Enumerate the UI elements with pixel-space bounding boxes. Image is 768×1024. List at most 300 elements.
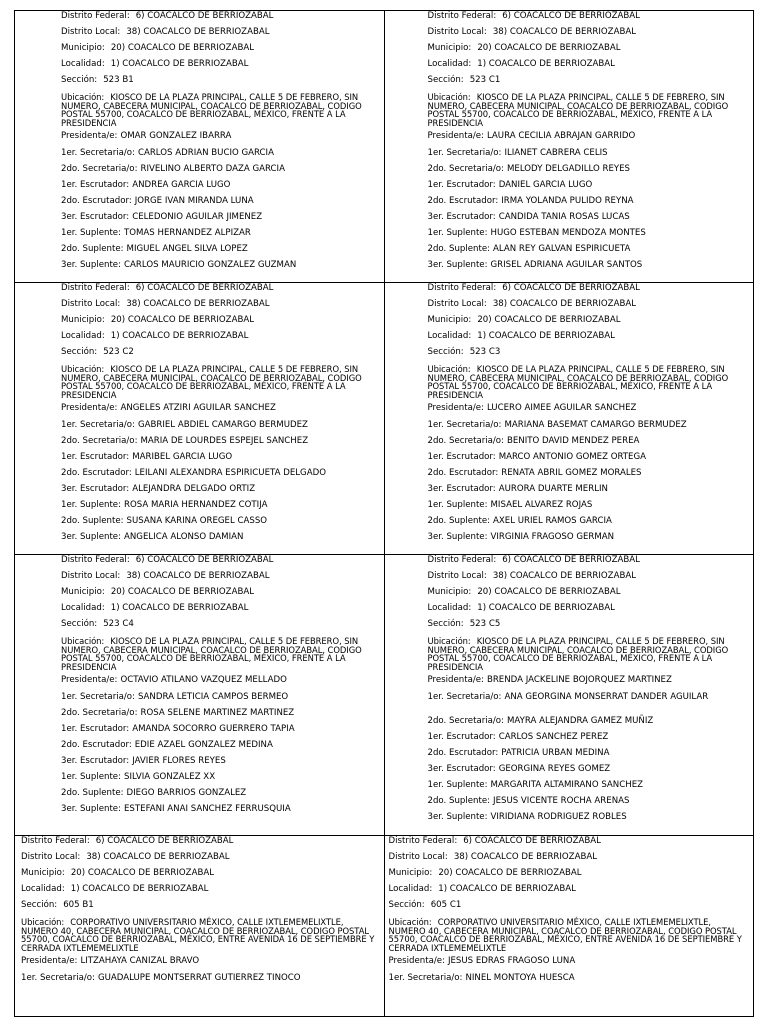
casilla-card [15, 283, 384, 554]
field-value: 38) COACALCO DE BERRIOZABAL [492, 571, 637, 582]
field-value: CORPORATIVO UNIVERSITARIO MÉXICO, CALLE IXTLEMEMELIXTLE, NUMERO 40, CABECERA MUNICIPAL, COACALCO DE BERRIOZABAL, CODIGO POSTAL 55700, COACALCO DE BERRIOZABAL, MÉXICO, ENTRE AVENIDA 16 DE SEPTIEMBRE Y CERRADA IXTLEMEMELIXTLE [388, 917, 742, 953]
field-value: JESUS EDRAS FRAGOSO LUNA [447, 956, 576, 967]
field-label: Presidenta/e: [61, 131, 118, 142]
field-label: Sección: [61, 75, 98, 86]
field-localidad [428, 331, 750, 347]
field-value: MARGARITA ALTAMIRANO SANCHEZ [490, 779, 644, 790]
field-localidad [61, 331, 380, 347]
field-value: GUADALUPE MONTSERRAT GUTIERREZ TINOCO [97, 972, 301, 983]
field-label: 1er. Escrutador: [61, 723, 130, 734]
field-value: 1) COACALCO DE BERRIOZABAL [477, 59, 615, 70]
field-value: 1) COACALCO DE BERRIOZABAL [110, 331, 249, 342]
field-value: SANDRA LETICIA CAMPOS BERMEO [137, 691, 289, 702]
field-value: 20) COACALCO DE BERRIOZABAL [110, 587, 255, 598]
field-secretario1 [61, 148, 380, 164]
field-ubicacion [428, 363, 750, 403]
field-value: 38) COACALCO DE BERRIOZABAL [126, 571, 270, 582]
field-secretario1 [21, 973, 380, 989]
field-label: 2do. Escrutador: [427, 195, 499, 206]
field-seccion [21, 900, 380, 916]
field-value: MAYRA ALEJANDRA GAMEZ MUÑIZ [506, 715, 654, 726]
field-value: GABRIEL ABDIEL CAMARGO BERMUDEZ [137, 419, 308, 430]
field-value: IRMA YOLANDA PULIDO REYNA [501, 195, 634, 206]
field-label: Municipio: [61, 315, 105, 326]
field-value: HUGO ESTEBAN MENDOZA MONTES [490, 228, 646, 239]
field-value: MIGUEL ANGEL SILVA LOPEZ [126, 244, 248, 255]
field-value: MARIBEL GARCIA LUGO [132, 451, 233, 462]
field-label: 1er. Suplente: [427, 500, 488, 511]
field-value: 523 B1 [103, 75, 134, 86]
field-value: LEILANI ALEXANDRA ESPIRICUETA DELGADO [134, 467, 326, 478]
field-label: 3er. Suplente: [61, 260, 121, 271]
field-value: 6) COACALCO DE BERRIOZABAL [463, 836, 601, 846]
field-value: 1) COACALCO DE BERRIOZABAL [477, 331, 615, 342]
field-municipio [428, 43, 750, 59]
field-value: 523 C3 [469, 347, 501, 358]
field-label: 1er. Suplente: [61, 228, 121, 239]
field-value: KIOSCO DE LA PLAZA PRINCIPAL, CALLE 5 DE FEBRERO, SIN NUMERO, CABECERA MUNICIPAL, COACALCO DE BERRIOZABAL, CODIGO POSTAL 55700, COACALCO DE BERRIOZABAL, MÉXICO, FRENTE A LA PRESIDENCIA [61, 92, 362, 128]
field-municipio [61, 43, 380, 59]
field-secretario1 [428, 420, 750, 436]
field-escrutador3 [61, 484, 380, 500]
field-label: Distrito Local: [61, 299, 121, 310]
field-suplente1 [428, 500, 750, 516]
field-label: 3er. Suplente: [427, 532, 488, 543]
field-seccion [389, 900, 750, 916]
field-label: 1er. Secretaria/o: [427, 691, 502, 702]
field-escrutador2 [61, 468, 380, 484]
field-value: 1) COACALCO DE BERRIOZABAL [477, 603, 615, 614]
field-secretario2 [61, 708, 380, 724]
field-value: LITZAHAYA CANIZAL BRAVO [80, 956, 200, 967]
field-value: 523 C5 [469, 619, 501, 630]
field-label: 2do. Secretaria/o: [427, 435, 504, 446]
field-label: Municipio: [427, 587, 472, 598]
field-value: PATRICIA URBAN MEDINA [501, 747, 610, 758]
card-row [14, 10, 754, 283]
field-distrito-federal [61, 283, 380, 299]
field-escrutador2 [61, 196, 380, 212]
field-label: 2do. Secretaria/o: [61, 707, 138, 718]
field-label: 3er. Escrutador: [61, 483, 130, 494]
field-suplente3 [428, 812, 750, 828]
field-secretario2 [61, 164, 380, 180]
field-value: ALEJANDRA DELGADO ORTIZ [132, 483, 256, 494]
field-value: JORGE IVAN MIRANDA LUNA [134, 195, 254, 206]
field-label: Distrito Local: [427, 27, 487, 38]
field-escrutador3 [428, 484, 750, 500]
field-label: Distrito Local: [61, 571, 121, 582]
field-value: BRENDA JACKELINE BOJORQUEZ MARTINEZ [486, 675, 672, 686]
field-value: 6) COACALCO DE BERRIOZABAL [135, 283, 274, 293]
field-value: ILIANET CABRERA CELIS [504, 147, 608, 158]
field-value: 20) COACALCO DE BERRIOZABAL [70, 868, 215, 879]
field-ubicacion [389, 916, 750, 956]
casilla-card [15, 836, 384, 1016]
field-value: TOMAS HERNANDEZ ALPIZAR [124, 228, 251, 239]
field-escrutador1 [428, 180, 750, 196]
field-suplente1 [428, 780, 750, 796]
field-seccion [428, 75, 750, 91]
field-label: Distrito Local: [21, 852, 81, 863]
field-suplente3 [61, 260, 380, 276]
field-label: Municipio: [427, 315, 472, 326]
field-municipio [21, 868, 380, 884]
field-label: Distrito Federal: [61, 555, 130, 565]
field-label: 1er. Escrutador: [427, 731, 496, 742]
field-value: GRISEL ADRIANA AGUILAR SANTOS [490, 260, 643, 271]
field-label: 1er. Escrutador: [61, 179, 130, 190]
field-value: 523 C4 [103, 619, 134, 630]
field-suplente2 [61, 788, 380, 804]
field-value: CELEDONIO AGUILAR JIMENEZ [132, 211, 263, 222]
field-value: AURORA DUARTE MERLIN [498, 483, 608, 494]
field-label: 1er. Secretaria/o: [61, 147, 135, 158]
field-ubicacion [21, 916, 380, 956]
card-row [14, 283, 754, 555]
field-label: Distrito Federal: [388, 836, 458, 846]
field-label: Presidenta/e: [427, 131, 484, 142]
casilla-card [384, 283, 754, 554]
field-seccion [61, 619, 380, 635]
casilla-card [15, 11, 384, 282]
field-suplente2 [428, 516, 750, 532]
field-value: 20) COACALCO DE BERRIOZABAL [110, 43, 255, 54]
field-value: ROSA SELENE MARTINEZ MARTINEZ [140, 707, 295, 718]
field-value: ANA GEORGINA MONSERRAT DANDER AGUILAR [504, 691, 709, 702]
casilla-card [384, 11, 754, 282]
field-label: 1er. Secretaria/o: [427, 419, 502, 430]
field-suplente2 [61, 516, 380, 532]
field-label: 3er. Suplente: [61, 804, 121, 815]
field-label: Localidad: [61, 331, 105, 342]
field-value: 523 C2 [103, 347, 134, 358]
field-label: 3er. Escrutador: [427, 211, 496, 222]
field-escrutador2 [428, 748, 750, 764]
field-secretario2 [428, 436, 750, 452]
field-label: 1er. Suplente: [61, 500, 121, 511]
field-value: 6) COACALCO DE BERRIOZABAL [135, 555, 274, 565]
field-value: DANIEL GARCIA LUGO [498, 179, 593, 190]
field-value: KIOSCO DE LA PLAZA PRINCIPAL, CALLE 5 DE FEBRERO, SIN NUMERO, CABECERA MUNICIPAL, COACALCO DE BERRIOZABAL, CODIGO POSTAL 55700, COACALCO DE BERRIOZABAL, MÉXICO, FRENTE A LA PRESIDENCIA [427, 364, 729, 400]
field-distrito-federal [21, 836, 380, 852]
field-suplente1 [428, 228, 750, 244]
field-label: 2do. Suplente: [61, 244, 124, 255]
field-label: Sección: [427, 619, 464, 630]
field-distrito-local [61, 27, 380, 43]
field-value: 38) COACALCO DE BERRIOZABAL [126, 27, 270, 38]
field-value: VIRIDIANA RODRIGUEZ ROBLES [490, 812, 627, 823]
field-ubicacion [428, 635, 750, 675]
field-label: 1er. Secretaria/o: [21, 972, 95, 983]
field-value: ANGELICA ALONSO DAMIAN [124, 532, 244, 543]
field-label: Distrito Federal: [61, 11, 130, 21]
field-secretario1 [61, 692, 380, 708]
field-localidad [21, 884, 380, 900]
field-municipio [389, 868, 750, 884]
field-label: 1er. Secretaria/o: [388, 972, 463, 983]
field-suplente1 [61, 772, 380, 788]
casilla-card [384, 836, 754, 1016]
field-label: Distrito Federal: [427, 555, 497, 565]
field-distrito-local [389, 852, 750, 868]
field-value: NINEL MONTOYA HUESCA [465, 972, 575, 983]
field-value: OMAR GONZALEZ IBARRA [120, 131, 232, 142]
field-label: 1er. Escrutador: [427, 179, 496, 190]
field-label: Localidad: [21, 884, 65, 895]
field-presidente [61, 403, 380, 419]
field-municipio [428, 315, 750, 331]
field-distrito-federal [428, 11, 750, 27]
field-suplente1 [61, 228, 380, 244]
field-suplente3 [428, 532, 750, 548]
field-escrutador3 [428, 212, 750, 228]
field-label: Localidad: [388, 884, 433, 895]
field-value: MARIANA BASEMAT CAMARGO BERMUDEZ [504, 419, 687, 430]
field-seccion [428, 619, 750, 635]
field-label: Sección: [61, 619, 98, 630]
field-value: 20) COACALCO DE BERRIOZABAL [438, 868, 582, 879]
field-localidad [61, 603, 380, 619]
field-label: 2do. Secretaria/o: [427, 715, 504, 726]
field-presidente [21, 956, 380, 972]
field-value: RIVELINO ALBERTO DAZA GARCIA [140, 163, 285, 174]
field-escrutador1 [61, 452, 380, 468]
field-value: EDIE AZAEL GONZALEZ MEDINA [134, 739, 273, 750]
field-value: SUSANA KARINA OREGEL CASSO [126, 516, 268, 527]
field-label: 3er. Escrutador: [61, 211, 130, 222]
field-label: 2do. Suplente: [427, 516, 491, 527]
field-secretario1 [428, 692, 750, 716]
field-value: AMANDA SOCORRO GUERRERO TAPIA [132, 723, 295, 734]
field-value: 523 C1 [469, 75, 501, 86]
field-label: Municipio: [61, 43, 105, 54]
field-value: ANGELES ATZIRI AGUILAR SANCHEZ [120, 403, 276, 414]
casilla-grid [14, 10, 754, 1017]
field-label: 2do. Escrutador: [61, 195, 132, 206]
field-escrutador3 [428, 764, 750, 780]
field-value: KIOSCO DE LA PLAZA PRINCIPAL, CALLE 5 DE FEBRERO, SIN NUMERO, CABECERA MUNICIPAL, COACALCO DE BERRIOZABAL, CODIGO POSTAL 55700, COACALCO DE BERRIOZABAL, MÉXICO, FRENTE A LA PRESIDENCIA [427, 92, 729, 128]
field-label: 2do. Secretaria/o: [61, 163, 138, 174]
field-label: Sección: [427, 75, 464, 86]
field-value: 6) COACALCO DE BERRIOZABAL [502, 555, 640, 565]
field-value: MELODY DELGADILLO REYES [506, 163, 631, 174]
field-label: Presidenta/e: [61, 675, 118, 686]
field-municipio [61, 315, 380, 331]
field-escrutador3 [61, 756, 380, 772]
field-value: ALAN REY GALVAN ESPIRICUETA [493, 244, 631, 255]
field-label: Municipio: [388, 868, 433, 879]
field-value: RENATA ABRIL GOMEZ MORALES [501, 467, 642, 478]
field-distrito-federal [428, 283, 750, 299]
field-value: 6) COACALCO DE BERRIOZABAL [135, 11, 274, 21]
field-value: LUCERO AIMEE AGUILAR SANCHEZ [486, 403, 637, 414]
field-label: 2do. Suplente: [427, 796, 491, 807]
field-escrutador1 [61, 724, 380, 740]
field-municipio [428, 587, 750, 603]
field-secretario2 [428, 164, 750, 180]
field-localidad [428, 603, 750, 619]
field-label: Municipio: [61, 587, 105, 598]
field-label: Presidenta/e: [21, 956, 78, 967]
field-label: Sección: [21, 900, 58, 911]
field-label: Sección: [427, 347, 464, 358]
field-suplente2 [428, 244, 750, 260]
field-label: 1er. Suplente: [61, 772, 121, 783]
field-value: KIOSCO DE LA PLAZA PRINCIPAL, CALLE 5 DE FEBRERO, SIN NUMERO, CABECERA MUNICIPAL, COACALCO DE BERRIOZABAL, CODIGO POSTAL 55700, COACALCO DE BERRIOZABAL, MÉXICO, FRENTE A LA PRESIDENCIA [61, 364, 362, 400]
field-label: Localidad: [427, 59, 472, 70]
field-label: Distrito Federal: [427, 283, 497, 293]
field-value: 605 C1 [430, 900, 462, 911]
field-value: GEORGINA REYES GOMEZ [498, 763, 611, 774]
field-label: Ubicación: [21, 917, 65, 928]
field-localidad [389, 884, 750, 900]
field-label: Municipio: [21, 868, 65, 879]
field-ubicacion [61, 635, 380, 675]
field-presidente [428, 403, 750, 419]
field-value: 1) COACALCO DE BERRIOZABAL [70, 884, 209, 895]
field-ubicacion [61, 363, 380, 403]
card-row [14, 555, 754, 836]
field-value: 1) COACALCO DE BERRIOZABAL [438, 884, 576, 895]
field-label: Distrito Local: [427, 299, 487, 310]
field-suplente2 [428, 796, 750, 812]
field-secretario2 [428, 716, 750, 732]
field-escrutador1 [428, 732, 750, 748]
field-label: Localidad: [61, 59, 105, 70]
field-label: 2do. Escrutador: [427, 467, 499, 478]
field-label: 1er. Escrutador: [427, 451, 496, 462]
field-value: ROSA MARIA HERNANDEZ COTIJA [124, 500, 268, 511]
field-value: 6) COACALCO DE BERRIOZABAL [502, 11, 640, 21]
field-label: Localidad: [427, 603, 472, 614]
field-label: Ubicación: [61, 636, 105, 647]
field-value: KIOSCO DE LA PLAZA PRINCIPAL, CALLE 5 DE FEBRERO, SIN NUMERO, CABECERA MUNICIPAL, COACALCO DE BERRIOZABAL, CODIGO POSTAL 55700, COACALCO DE BERRIOZABAL, MÉXICO, FRENTE A LA PRESIDENCIA [427, 636, 729, 672]
field-value: VIRGINIA FRAGOSO GERMAN [490, 532, 615, 543]
field-label: Distrito Federal: [427, 11, 497, 21]
field-label: Distrito Local: [61, 27, 121, 38]
field-value: OCTAVIO ATILANO VAZQUEZ MELLADO [120, 675, 287, 686]
field-label: Distrito Federal: [61, 283, 130, 293]
field-label: 3er. Escrutador: [427, 763, 496, 774]
field-value: JAVIER FLORES REYES [132, 755, 226, 766]
field-label: 2do. Escrutador: [61, 467, 132, 478]
field-label: 1er. Secretaria/o: [61, 419, 135, 430]
field-seccion [428, 347, 750, 363]
field-label: 2do. Suplente: [427, 244, 491, 255]
field-value: 6) COACALCO DE BERRIOZABAL [95, 836, 234, 846]
field-label: Ubicación: [427, 92, 471, 103]
field-municipio [61, 587, 380, 603]
field-label: Ubicación: [61, 92, 105, 103]
field-value: 1) COACALCO DE BERRIOZABAL [110, 59, 249, 70]
field-label: 2do. Escrutador: [427, 747, 499, 758]
field-label: 2do. Secretaria/o: [427, 163, 504, 174]
field-label: Localidad: [61, 603, 105, 614]
field-presidente [428, 675, 750, 691]
field-label: Localidad: [427, 331, 472, 342]
field-label: Ubicación: [388, 917, 432, 928]
field-ubicacion [428, 91, 750, 131]
field-seccion [61, 75, 380, 91]
field-distrito-local [61, 571, 380, 587]
field-value: 6) COACALCO DE BERRIOZABAL [502, 283, 640, 293]
field-ubicacion [61, 91, 380, 131]
field-escrutador1 [61, 180, 380, 196]
field-label: Municipio: [427, 43, 472, 54]
field-secretario2 [61, 436, 380, 452]
field-value: 38) COACALCO DE BERRIOZABAL [492, 299, 637, 310]
field-seccion [61, 347, 380, 363]
field-distrito-local [428, 27, 750, 43]
field-value: 38) COACALCO DE BERRIOZABAL [86, 852, 230, 863]
casilla-card [15, 555, 384, 835]
field-value: 38) COACALCO DE BERRIOZABAL [492, 27, 637, 38]
field-value: 38) COACALCO DE BERRIOZABAL [453, 852, 598, 863]
field-label: 1er. Suplente: [427, 779, 488, 790]
field-value: SILVIA GONZALEZ XX [124, 772, 216, 783]
field-distrito-local [428, 299, 750, 315]
field-value: KIOSCO DE LA PLAZA PRINCIPAL, CALLE 5 DE FEBRERO, SIN NUMERO, CABECERA MUNICIPAL, COACALCO DE BERRIOZABAL, CODIGO POSTAL 55700, COACALCO DE BERRIOZABAL, MÉXICO, FRENTE A LA PRESIDENCIA [61, 636, 362, 672]
field-label: 1er. Suplente: [427, 228, 488, 239]
field-value: MARCO ANTONIO GOMEZ ORTEGA [498, 451, 647, 462]
field-label: 3er. Suplente: [427, 260, 488, 271]
field-label: 1er. Secretaria/o: [61, 691, 135, 702]
field-value: JESUS VICENTE ROCHA ARENAS [493, 796, 630, 807]
field-distrito-federal [389, 836, 750, 852]
field-label: 3er. Escrutador: [61, 755, 130, 766]
field-value: MISAEL ALVAREZ ROJAS [490, 500, 593, 511]
field-localidad [61, 59, 380, 75]
field-localidad [428, 59, 750, 75]
field-suplente2 [61, 244, 380, 260]
field-value: CARLOS ADRIAN BUCIO GARCIA [137, 147, 274, 158]
field-distrito-local [21, 852, 380, 868]
field-escrutador1 [428, 452, 750, 468]
field-value: 20) COACALCO DE BERRIOZABAL [110, 315, 255, 326]
field-label: Presidenta/e: [427, 403, 484, 414]
field-suplente1 [61, 500, 380, 516]
field-label: Presidenta/e: [61, 403, 118, 414]
field-value: 1) COACALCO DE BERRIOZABAL [110, 603, 249, 614]
field-presidente [428, 131, 750, 147]
field-value: ANDREA GARCIA LUGO [132, 179, 231, 190]
field-label: Ubicación: [427, 636, 471, 647]
field-presidente [61, 131, 380, 147]
field-value: 20) COACALCO DE BERRIOZABAL [477, 587, 621, 598]
field-value: 605 B1 [63, 900, 94, 911]
field-escrutador3 [61, 212, 380, 228]
field-escrutador2 [428, 468, 750, 484]
field-secretario1 [61, 420, 380, 436]
field-value: 20) COACALCO DE BERRIOZABAL [477, 43, 621, 54]
field-value: CARLOS SANCHEZ PEREZ [498, 731, 609, 742]
field-label: Distrito Federal: [21, 836, 90, 846]
field-suplente3 [61, 532, 380, 548]
field-label: Sección: [388, 900, 425, 911]
field-secretario1 [428, 148, 750, 164]
casilla-card [384, 555, 754, 835]
field-value: AXEL URIEL RAMOS GARCIA [493, 516, 612, 527]
field-secretario1 [389, 973, 750, 989]
field-label: 2do. Suplente: [61, 516, 124, 527]
field-label: Ubicación: [61, 364, 105, 375]
field-value: CORPORATIVO UNIVERSITARIO MÉXICO, CALLE IXTLEMEMELIXTLE, NUMERO 40, CABECERA MUNICIPAL, COACALCO DE BERRIOZABAL, CODIGO POSTAL 55700, COACALCO DE BERRIOZABAL, MÉXICO, ENTRE AVENIDA 16 DE SEPTIEMBRE Y CERRADA IXTLEMEMELIXTLE [21, 917, 375, 953]
field-value: ESTEFANI ANAI SANCHEZ FERRUSQUIA [124, 804, 291, 815]
field-label: 3er. Suplente: [61, 532, 121, 543]
field-label: Ubicación: [427, 364, 471, 375]
field-label: Presidenta/e: [427, 675, 484, 686]
